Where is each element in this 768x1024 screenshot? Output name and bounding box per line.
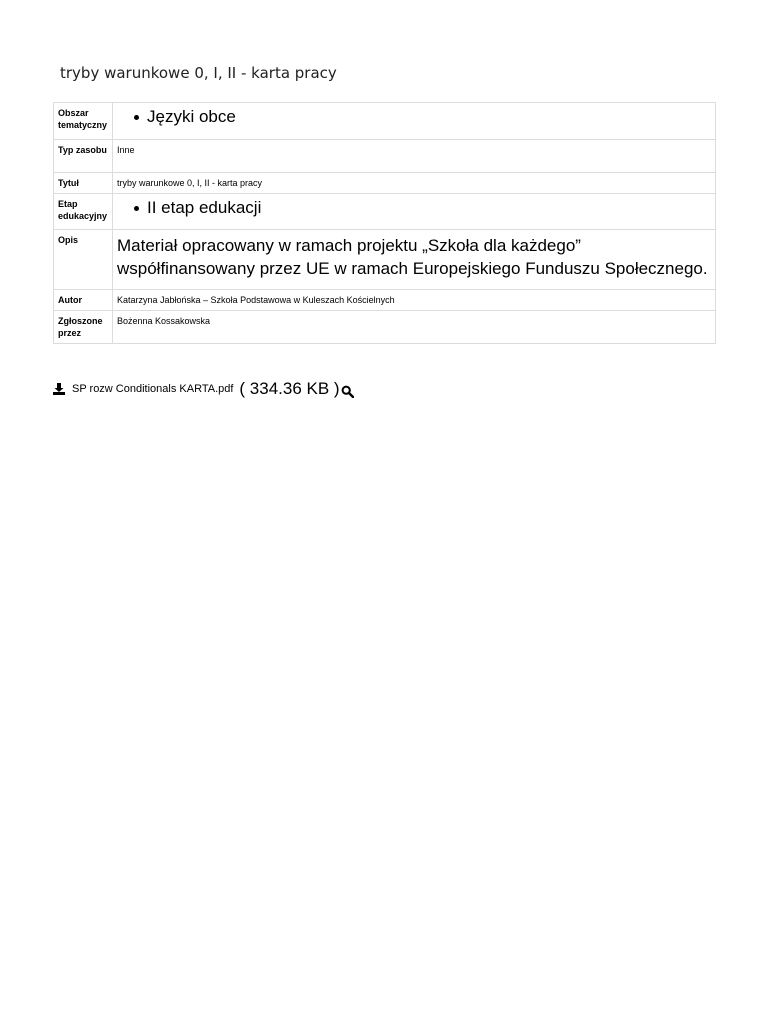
table-row: [54, 290, 716, 311]
row-value: Inne: [113, 140, 716, 173]
list-item: II etap edukacji: [147, 198, 711, 218]
download-icon[interactable]: [52, 382, 66, 396]
table-row: [54, 140, 716, 173]
list-item: Języki obce: [147, 107, 711, 127]
description-text: Materiał opracowany w ramach projektu „Szkoła dla każdego” współfinansowany przez UE w ramach Europejskiego Funduszu Społecznego.: [113, 230, 716, 290]
table-row: [54, 230, 716, 290]
subject-list: [117, 107, 711, 127]
row-value: Katarzyna Jabłońska – Szkoła Podstawowa w Kuleszach Kościelnych: [113, 290, 716, 311]
row-label: Opis: [54, 230, 113, 290]
table-row: [54, 194, 716, 230]
row-label: Tytuł: [54, 173, 113, 194]
row-label: Etap edukacyjny: [54, 194, 113, 230]
attachment-link[interactable]: SP rozw Conditionals KARTA.pdf: [72, 383, 234, 395]
row-value: tryby warunkowe 0, I, II - karta pracy: [113, 173, 716, 194]
table-row: [54, 103, 716, 140]
row-label: Autor: [54, 290, 113, 311]
stage-list: [117, 198, 711, 218]
row-label: Obszar tematyczny: [54, 103, 113, 140]
row-value: [113, 194, 716, 230]
row-label: Zgłoszone przez: [54, 311, 113, 344]
row-label: Typ zasobu: [54, 140, 113, 173]
page-title: tryby warunkowe 0, I, II - karta pracy: [60, 64, 337, 82]
row-value: Bożenna Kossakowska: [113, 311, 716, 344]
table-row: [54, 311, 716, 344]
file-size: ( 334.36 KB ): [239, 379, 340, 398]
row-value: [113, 103, 716, 140]
attachment-row: [52, 379, 354, 399]
table-row: [54, 173, 716, 194]
search-icon[interactable]: [341, 385, 354, 398]
metadata-table: [53, 102, 716, 344]
